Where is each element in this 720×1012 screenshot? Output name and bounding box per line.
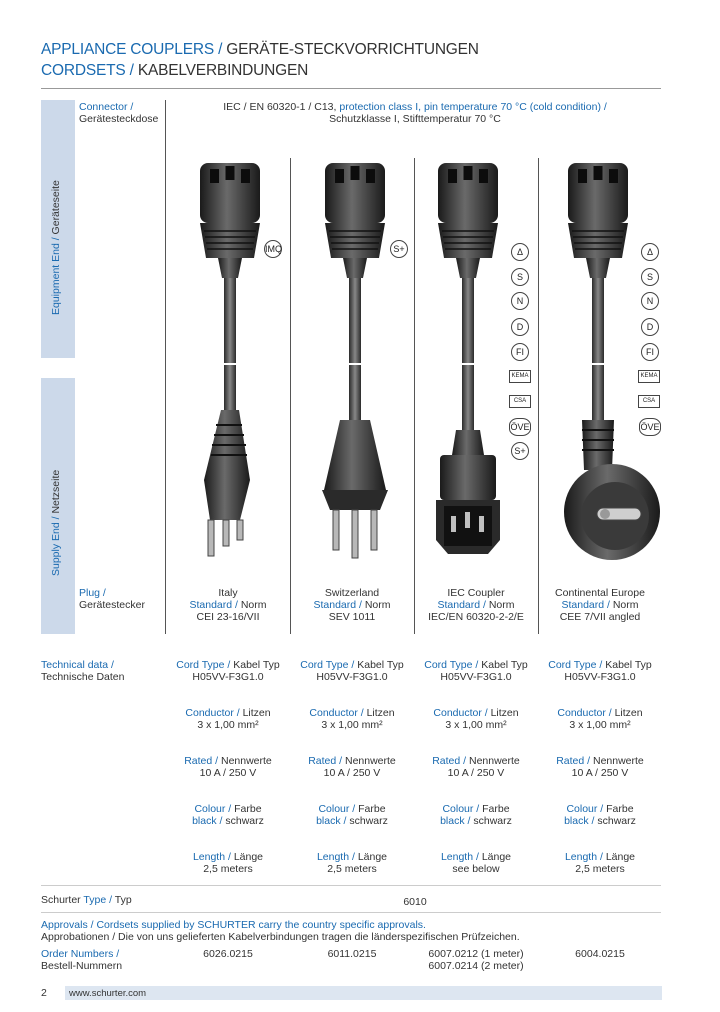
length-value: 2,5 meters bbox=[327, 863, 377, 875]
plug-label-en: Plug / bbox=[79, 587, 106, 599]
semko-approval-icon-4: S bbox=[641, 268, 659, 286]
rated-en: Rated / bbox=[308, 755, 343, 767]
plug-country: Continental Europe bbox=[555, 587, 645, 599]
kema-approval-icon: KEMA bbox=[509, 370, 531, 383]
colour-value-en: black / bbox=[440, 815, 471, 827]
standard-label-en: Standard / bbox=[313, 599, 362, 611]
schurter-rule-top bbox=[41, 885, 661, 886]
rated-value: 10 A / 250 V bbox=[571, 767, 629, 779]
length-de: Länge bbox=[478, 851, 512, 863]
title-1-de: GERÄTE-STECKVORRICHTUNGEN bbox=[222, 41, 479, 58]
colour-de: Farbe bbox=[479, 803, 510, 815]
demko-approval-icon: D bbox=[511, 318, 529, 336]
conductor-en: Conductor / bbox=[309, 707, 364, 719]
order-numbers-de: Bestell-Nummern bbox=[41, 960, 123, 972]
plug-norm: CEI 23-16/VII bbox=[196, 611, 260, 623]
sev-approval-icon: S+ bbox=[390, 240, 408, 258]
rated-en: Rated / bbox=[432, 755, 467, 767]
cord-type-en: Cord Type / bbox=[176, 659, 231, 671]
length-de: Länge bbox=[354, 851, 388, 863]
conductor-value: 3 x 1,00 mm² bbox=[321, 719, 383, 731]
order-numbers-en: Order Numbers / bbox=[41, 948, 120, 960]
plug-label-de: Gerätestecker bbox=[79, 599, 145, 611]
conductor-de: Litzen bbox=[611, 707, 643, 719]
sev-approval-icon-2: S+ bbox=[511, 442, 529, 460]
rated-de: Nennwerte bbox=[342, 755, 396, 767]
standard-label-de: Norm bbox=[237, 599, 267, 611]
demko-approval-icon-4: D bbox=[641, 318, 659, 336]
specs-col-iec bbox=[416, 659, 536, 875]
rated-de: Nennwerte bbox=[218, 755, 272, 767]
colour-en: Colour / bbox=[442, 803, 480, 815]
csa-approval-icon: CSA bbox=[509, 395, 531, 408]
cord-type-en: Cord Type / bbox=[424, 659, 479, 671]
rated-value: 10 A / 250 V bbox=[199, 767, 257, 779]
specs-col-switzerland bbox=[292, 659, 412, 875]
ove-approval-icon: ÖVE bbox=[509, 418, 531, 436]
plug-norm: SEV 1011 bbox=[328, 611, 376, 623]
colour-value-de: schwarz bbox=[594, 815, 636, 827]
nemko-approval-icon-4: N bbox=[641, 292, 659, 310]
plug-norm: CEE 7/VII angled bbox=[559, 611, 641, 623]
title-1-en: APPLIANCE COUPLERS / bbox=[41, 41, 223, 58]
standard-label-en: Standard / bbox=[561, 599, 610, 611]
specs-col-italy bbox=[168, 659, 288, 875]
cord-type-value: H05VV-F3G1.0 bbox=[192, 671, 264, 683]
title-2-de: KABELVERBINDUNGEN bbox=[133, 62, 309, 79]
colour-value-en: black / bbox=[564, 815, 595, 827]
length-en: Length / bbox=[192, 851, 231, 863]
order-number: 6026.0215 bbox=[203, 948, 253, 960]
approvals-line-en: Approvals / Cordsets supplied by SCHURTER carry the country specific approvals. bbox=[41, 919, 426, 931]
standard-label-de: Norm bbox=[485, 599, 515, 611]
csa-approval-icon-4: CSA bbox=[638, 395, 660, 408]
rated-value: 10 A / 250 V bbox=[447, 767, 505, 779]
fimko-approval-icon-4: FI bbox=[641, 343, 659, 361]
rated-en: Rated / bbox=[184, 755, 219, 767]
schurter-label-1: Schurter bbox=[41, 894, 84, 906]
conductor-de: Litzen bbox=[239, 707, 271, 719]
colour-en: Colour / bbox=[318, 803, 356, 815]
conductor-value: 3 x 1,00 mm² bbox=[197, 719, 259, 731]
plug-image-italy bbox=[204, 365, 250, 556]
connector-label-de: Gerätesteckdose bbox=[79, 113, 159, 125]
order-number-2: 6007.0214 (2 meter) bbox=[428, 960, 524, 972]
plug-image-iec bbox=[436, 365, 500, 554]
colour-value-de: schwarz bbox=[470, 815, 512, 827]
standard-label-de: Norm bbox=[609, 599, 639, 611]
rated-en: Rated / bbox=[556, 755, 591, 767]
connector-desc-en: protection class I, pin temperature 70 °C (cold condition) / bbox=[339, 101, 607, 113]
colour-value-de: schwarz bbox=[346, 815, 388, 827]
cord-type-de: Kabel Typ bbox=[478, 659, 528, 671]
colour-value-en: black / bbox=[192, 815, 223, 827]
connector-image-italy bbox=[200, 163, 260, 363]
connector-image-iec bbox=[438, 163, 498, 363]
connector-image-europe bbox=[568, 163, 628, 363]
colour-de: Farbe bbox=[231, 803, 262, 815]
order-numbers-label bbox=[41, 948, 122, 972]
connector-image-switzerland bbox=[325, 163, 385, 363]
colour-value-de: schwarz bbox=[222, 815, 264, 827]
rated-value: 10 A / 250 V bbox=[323, 767, 381, 779]
order-number-iec bbox=[416, 948, 536, 972]
imq-approval-icon: IMQ bbox=[264, 240, 282, 258]
schurter-type-label bbox=[41, 894, 132, 906]
standard-label-en: Standard / bbox=[437, 599, 486, 611]
plug-country: Italy bbox=[218, 587, 238, 599]
technical-data-de: Technische Daten bbox=[41, 671, 125, 683]
conductor-value: 3 x 1,00 mm² bbox=[445, 719, 507, 731]
supply-end-en: Supply End / bbox=[50, 516, 62, 576]
plug-label bbox=[79, 587, 145, 611]
order-number: 6007.0212 (1 meter) bbox=[428, 948, 524, 960]
nemko-approval-icon: N bbox=[511, 292, 529, 310]
technical-data-label bbox=[41, 659, 124, 683]
connector-label-en: Connector / bbox=[79, 101, 134, 113]
cord-type-value: H05VV-F3G1.0 bbox=[316, 671, 388, 683]
colour-de: Farbe bbox=[355, 803, 386, 815]
plug-desc-italy bbox=[168, 587, 288, 623]
order-number-italy bbox=[168, 948, 288, 960]
conductor-en: Conductor / bbox=[433, 707, 488, 719]
order-number: 6004.0215 bbox=[575, 948, 625, 960]
equipment-end-de: Geräteseite bbox=[50, 180, 62, 238]
length-value: 2,5 meters bbox=[203, 863, 253, 875]
cord-type-value: H05VV-F3G1.0 bbox=[440, 671, 512, 683]
vde-approval-icon: Δ bbox=[511, 243, 529, 261]
ove-approval-icon-4: ÖVE bbox=[639, 418, 661, 436]
schurter-type-value: 6010 bbox=[403, 896, 427, 908]
order-number-switzerland bbox=[292, 948, 412, 960]
length-de: Länge bbox=[602, 851, 636, 863]
length-de: Länge bbox=[230, 851, 264, 863]
semko-approval-icon: S bbox=[511, 268, 529, 286]
plug-country: Switzerland bbox=[324, 587, 380, 599]
footer-url[interactable]: www.schurter.com bbox=[69, 988, 147, 999]
length-value: see below bbox=[452, 863, 500, 875]
colour-en: Colour / bbox=[566, 803, 604, 815]
connector-desc-de: Schutzklasse I, Stifttemperatur 70 °C bbox=[329, 113, 501, 125]
conductor-de: Litzen bbox=[363, 707, 395, 719]
length-en: Length / bbox=[564, 851, 603, 863]
standard-label-de: Norm bbox=[361, 599, 391, 611]
cord-type-de: Kabel Typ bbox=[230, 659, 280, 671]
conductor-en: Conductor / bbox=[185, 707, 240, 719]
conductor-en: Conductor / bbox=[557, 707, 612, 719]
title-2-en: CORDSETS / bbox=[41, 62, 134, 79]
schurter-label-en: Type / bbox=[83, 894, 113, 906]
fimko-approval-icon: FI bbox=[511, 343, 529, 361]
schurter-label-de: Typ bbox=[112, 894, 132, 906]
length-en: Length / bbox=[440, 851, 479, 863]
cord-type-en: Cord Type / bbox=[548, 659, 603, 671]
plug-image-switzerland bbox=[322, 365, 388, 558]
kema-approval-icon-4: KEMA bbox=[638, 370, 660, 383]
specs-col-europe bbox=[540, 659, 660, 875]
plug-country: IEC Coupler bbox=[447, 587, 505, 599]
conductor-de: Litzen bbox=[487, 707, 519, 719]
plug-desc-iec bbox=[416, 587, 536, 623]
connector-desc-iec: IEC / EN 60320-1 / C13, bbox=[223, 101, 340, 113]
supply-end-de: Netzseite bbox=[50, 469, 62, 517]
order-number: 6011.0215 bbox=[327, 948, 377, 960]
cord-type-de: Kabel Typ bbox=[602, 659, 652, 671]
technical-data-en: Technical data / bbox=[41, 659, 114, 671]
colour-value-en: black / bbox=[316, 815, 347, 827]
approvals-line-de: Approbationen / Die von uns gelieferten Kabelverbindungen tragen die länderspezifischen Prüfzeichen. bbox=[41, 931, 520, 943]
conductor-value: 3 x 1,00 mm² bbox=[569, 719, 631, 731]
cord-type-en: Cord Type / bbox=[300, 659, 355, 671]
plug-desc-switzerland bbox=[292, 587, 412, 623]
length-en: Length / bbox=[316, 851, 355, 863]
standard-label-en: Standard / bbox=[189, 599, 238, 611]
rated-de: Nennwerte bbox=[590, 755, 644, 767]
plug-norm: IEC/EN 60320-2-2/E bbox=[428, 611, 524, 623]
cord-type-de: Kabel Typ bbox=[354, 659, 404, 671]
order-number-europe bbox=[540, 948, 660, 960]
colour-de: Farbe bbox=[603, 803, 634, 815]
page-number: 2 bbox=[41, 987, 47, 999]
schurter-rule-bottom bbox=[41, 912, 661, 913]
vde-approval-icon-4: Δ bbox=[641, 243, 659, 261]
equipment-end-en: Equipment End / bbox=[50, 237, 62, 315]
cord-type-value: H05VV-F3G1.0 bbox=[564, 671, 636, 683]
plug-desc-europe bbox=[540, 587, 660, 623]
colour-en: Colour / bbox=[194, 803, 232, 815]
footer-band bbox=[65, 986, 662, 1000]
rated-de: Nennwerte bbox=[466, 755, 520, 767]
length-value: 2,5 meters bbox=[575, 863, 625, 875]
